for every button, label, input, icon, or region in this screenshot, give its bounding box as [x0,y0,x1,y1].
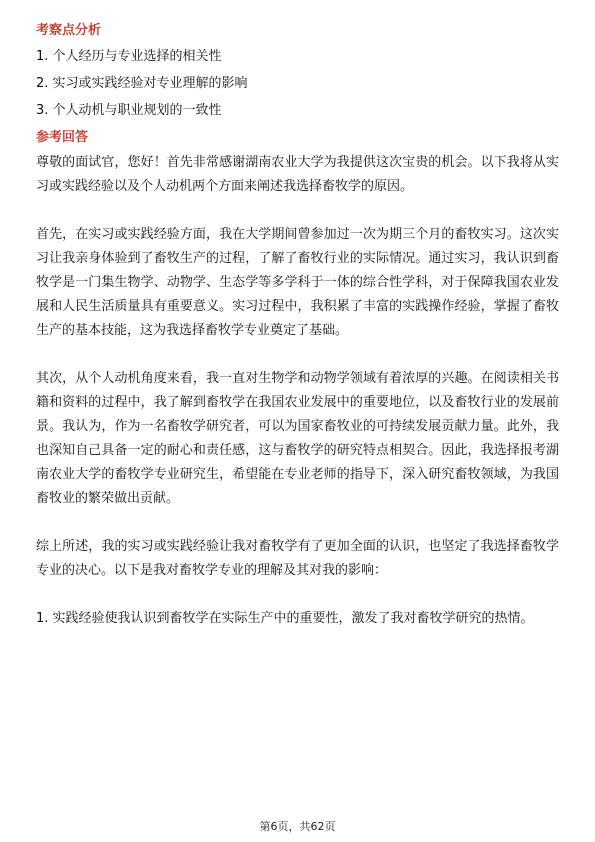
analysis-point-list [36,48,559,120]
answer-paragraph: 首先，在实习或实践经验方面，我在大学期间曾参加过一次为期三个月的畜牧实习。这次实习让我亲身体验到了畜牧生产的过程，了解了畜牧行业的实际情况。通过实习，我认识到畜牧学是一门集生物学、动物学、生态学等多学科于一体的综合性学科，对于保障我国农业发展和人民生活质量具有重要意义。实习过程中，我积累了丰富的实践操作经验，掌握了畜牧生产的基本技能，这为我选择畜牧学专业奠定了基础。 [36,227,559,338]
answer-paragraph: 综上所述，我的实习或实践经验让我对畜牧学有了更加全面的认识，也坚定了我选择畜牧学专业的决心。以下是我对畜牧学专业的理解及其对我的影响： [36,539,559,578]
analysis-point: 1. 个人经历与专业选择的相关性 [36,49,222,64]
analysis-point: 3. 个人动机与职业规划的一致性 [36,103,222,118]
analysis-heading: 考察点分析 [36,23,102,38]
analysis-point: 2. 实习或实践经验对专业理解的影响 [36,76,248,91]
answer-heading: 参考回答 [36,130,89,145]
answer-paragraph: 尊敬的面试官，您好！首先非常感谢湖南农业大学为我提供这次宝贵的机会。以下我将从实习或实践经验以及个人动机两个方面来阐述我选择畜牧学的原因。 [36,155,559,194]
answer-paragraph: 其次，从个人动机角度来看，我一直对生物学和动物学领域有着浓厚的兴趣。在阅读相关书籍和资料的过程中，我了解到畜牧学在我国农业发展中的重要地位，以及畜牧行业的发展前景。我认为，作为一名畜牧学研究者，可以为国家畜牧业的可持续发展贡献力量。此外，我也深知自己具备一定的耐心和责任感，这与畜牧学的研究特点相契合。因此，我选择报考湖南农业大学的畜牧学专业研究生，希望能在专业老师的指导下，深入研究畜牧领域，为我国畜牧业的繁荣做出贡献。 [36,371,559,506]
document-page [36,22,559,655]
page-number: 第6页，共62页 [259,820,336,833]
answer-paragraph: 1. 实践经验使我认识到畜牧学在实际生产中的重要性，激发了我对畜牧学研究的热情。 [36,611,534,626]
